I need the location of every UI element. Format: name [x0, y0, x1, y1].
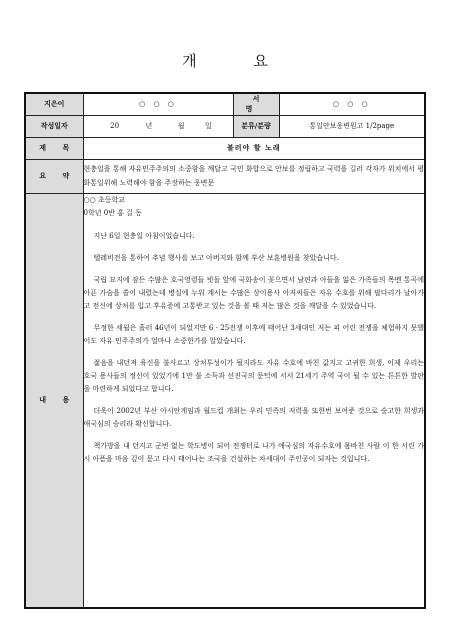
page-title: 개 요 — [182, 52, 294, 70]
category-value: 통일안보웅변원고 1/2page — [279, 115, 425, 137]
paragraph: 무정한 세월은 흘러 46년이 되었지만 6 · 25전쟁 이후에 태어난 3세대인 저는 피 어린 전쟁을 체험하지 못했어도 자유 민주주의가 얼마나 소중한가를 알았습니다. — [83, 323, 424, 345]
summary-row — [25, 159, 425, 193]
subject-row — [25, 137, 425, 159]
school-name: ○○ 초등학교 — [83, 195, 125, 204]
category-label: 분류/분량 — [233, 115, 279, 137]
paragraph: 책가방을 내 던지고 군번 없는 학도병이 되어 전쟁터로 나가 애국심의 자유수호에 몸바친 사람 이 한 서린 가시 아픔을 마음 깊이 묻고 다시 태어나는 조국을 건설하는 차세대이 주인공이 되자는 것입니다. — [83, 441, 424, 463]
date-month-unit: 월 — [177, 122, 185, 130]
date-year: 20 — [110, 122, 120, 130]
date-year-unit: 년 — [145, 122, 153, 130]
date-label: 작성일자 — [25, 115, 83, 137]
content-body — [83, 193, 425, 608]
date-day-unit: 일 — [204, 122, 212, 130]
paragraph: 텔레비전을 통하여 추념 행사를 보고 아버지와 함께 부산 보훈병원을 찾았습니다. — [93, 253, 339, 262]
paragraph: 더욱이 2002년 부산 아시안게임과 월드컵 개최는 우리 민족의 저력을 또한번 보여준 것으로 숭고한 희생과 애국심의 승리라 확신합니다. — [83, 406, 424, 428]
name-value: ○ ○ ○ — [279, 93, 425, 115]
summary-text: 현충일을 통해 자유민주주의의 소중함을 깨달고 국민 화합으로 안보를 정립하고 국력을 길러 각자가 위치에서 평화통일위해 노력해야 함을 주장하는 웅변문 — [83, 159, 425, 193]
paragraph: 지난 6일 현충일 아침이었습니다. — [93, 231, 195, 240]
author-row — [25, 93, 425, 115]
summary-label: 요 약 — [25, 159, 83, 193]
overview-form — [24, 92, 426, 609]
date-row — [25, 115, 425, 137]
paragraph: 국립 묘지에 잠든 수많은 호국영령들 빗돌 앞에 국화송이 꽂으면서 남편과 아들을 잃은 가족들의 목멘 통곡에 아픈 가슴을 쓸어 내렸는데 병실에 누워 계시는 수많은 상이용사 아저씨들은 자유 수호를 위해 팔다리가 날아가고 전신에 상처를 입고 후유증에 고통받고 있는 것을 볼 때 저는 많은 것을 깨달을 수 있었습니다. — [83, 275, 424, 310]
date-value — [83, 115, 233, 137]
content-row — [25, 193, 425, 608]
name-label: 서 명 — [233, 93, 279, 115]
paragraph: 젊음을 내던져 육신을 불사르고 상처투성이가 될지라도 자유 수호에 바친 값지고 고귀한 희생, 이제 우리는 호국 용사들의 정신이 있었기에 1만 불 소득과 선진국의 문턱에 서서 21세기 주역 국이 될 수 있는 튼튼한 발판을 마련하게 되었다고 합니다. — [83, 358, 424, 393]
author-label: 지은이 — [25, 93, 83, 115]
subject-label: 제 목 — [25, 137, 83, 159]
author-value: ○ ○ ○ — [83, 93, 233, 115]
student-name: 0학년 0반 홍 길 동 — [83, 208, 142, 217]
subject-value: 불러야 할 노래 — [83, 137, 425, 159]
content-label: 내 용 — [25, 193, 83, 608]
